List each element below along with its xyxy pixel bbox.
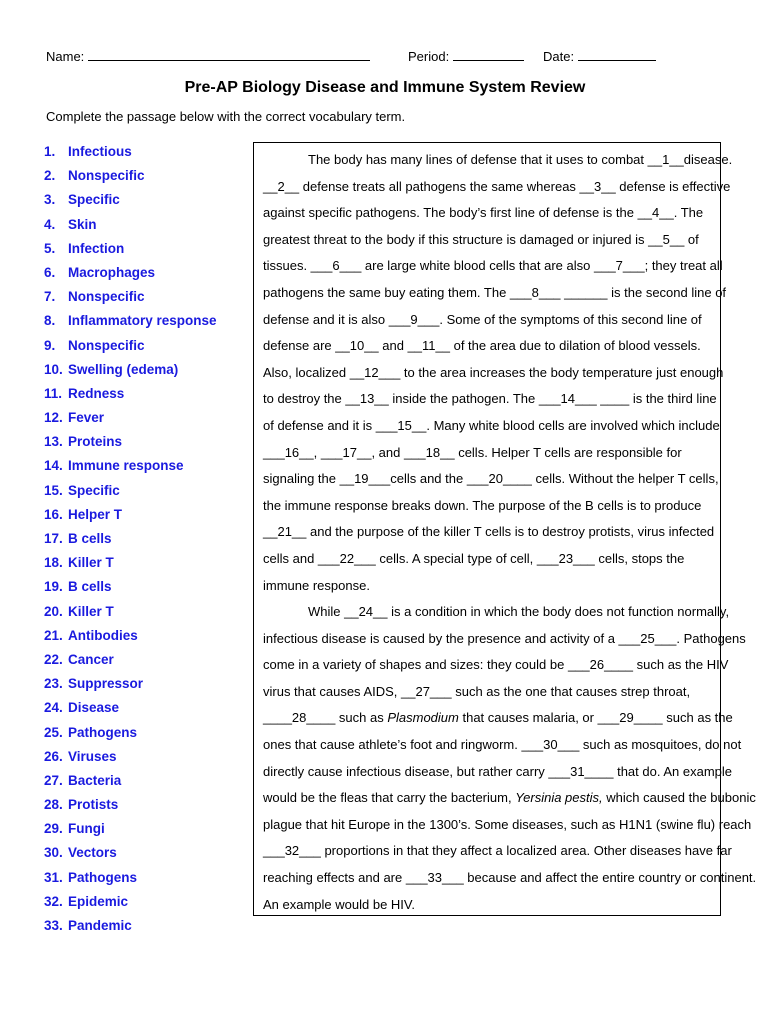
instructions-text: Complete the passage below with the correct vocabulary term. bbox=[46, 109, 406, 124]
answer-term: Pandemic bbox=[68, 918, 132, 933]
answer-number: 12. bbox=[44, 410, 63, 426]
answer-number: 26. bbox=[44, 748, 63, 764]
period-field[interactable] bbox=[408, 47, 524, 66]
passage-line: An example would be HIV. bbox=[263, 896, 416, 912]
answer-term: Redness bbox=[68, 385, 125, 401]
answer-item bbox=[44, 723, 217, 747]
answer-number: 2. bbox=[44, 168, 56, 184]
passage-line-text: ____28____ such as bbox=[263, 710, 388, 726]
answer-term: Infectious bbox=[68, 144, 132, 159]
answer-term: Macrophages bbox=[68, 264, 156, 280]
answer-term: Helper T bbox=[68, 506, 123, 522]
answer-item bbox=[44, 650, 217, 674]
passage-text bbox=[263, 147, 757, 918]
passage-line-text: which caused the bubonic bbox=[602, 790, 756, 806]
answer-item bbox=[44, 843, 217, 867]
answer-number: 15. bbox=[44, 482, 63, 498]
answer-number: 30. bbox=[44, 845, 63, 861]
answer-item bbox=[44, 311, 217, 335]
italic-term: Yersinia pestis, bbox=[515, 790, 603, 806]
answer-term: Specific bbox=[68, 482, 120, 498]
answer-number: 11. bbox=[44, 385, 63, 401]
answer-number: 20. bbox=[44, 603, 63, 619]
answer-item bbox=[44, 142, 217, 166]
passage-line: __21__ and the purpose of the killer T cells is to destroy protists, virus infected bbox=[263, 524, 715, 540]
passage-line: While __24__ is a condition in which the body does not function normally, bbox=[308, 604, 730, 620]
answer-number: 24. bbox=[44, 700, 63, 716]
answer-item bbox=[44, 795, 217, 819]
answer-number: 29. bbox=[44, 821, 63, 837]
answer-term: Disease bbox=[68, 700, 120, 716]
answer-number: 28. bbox=[44, 797, 63, 813]
answer-term: Fungi bbox=[68, 821, 105, 837]
answer-number: 10. bbox=[44, 361, 63, 377]
passage-line: greatest threat to the body if this structure is damaged or injured is __5__ of bbox=[263, 231, 699, 247]
answer-number: 17. bbox=[44, 531, 63, 546]
passage-line bbox=[263, 785, 756, 812]
passage-line: Also, localized __12___ to the area increases the body temperature just enough bbox=[263, 364, 724, 380]
answer-number: 7. bbox=[44, 289, 56, 305]
answer-number: 19. bbox=[44, 579, 63, 595]
passage-line: to destroy the __13__ inside the pathogen. The ___14___ ____ is the third line bbox=[263, 391, 717, 407]
passage-box bbox=[253, 142, 757, 916]
answer-item bbox=[44, 384, 217, 408]
name-label: Name: bbox=[46, 49, 85, 64]
answer-item bbox=[44, 336, 217, 360]
answer-number: 5. bbox=[44, 240, 56, 256]
answer-term: Immune response bbox=[68, 458, 184, 474]
passage-line: The body has many lines of defense that it uses to combat __1__disease. bbox=[308, 152, 733, 167]
answer-term: Specific bbox=[68, 192, 120, 208]
passage-line: of defense and it is ___15__. Many white blood cells are involved which include bbox=[263, 417, 720, 433]
answer-item bbox=[44, 408, 217, 432]
answer-number: 23. bbox=[44, 676, 63, 692]
answer-number: 9. bbox=[44, 337, 56, 353]
passage-line: ___16__, ___17__, and ___18__ cells. Helper T cells are responsible for bbox=[263, 444, 682, 460]
answer-term: Inflammatory response bbox=[68, 313, 217, 329]
answer-term: Pathogens bbox=[68, 869, 138, 885]
answer-term: Antibodies bbox=[68, 627, 138, 643]
passage-line: signaling the __19___cells and the ___20____ cells. Without the helper T cells, bbox=[263, 471, 719, 487]
answer-number: 31. bbox=[44, 869, 63, 885]
answer-item bbox=[44, 239, 217, 263]
answer-item bbox=[44, 868, 217, 892]
answer-item bbox=[44, 287, 217, 311]
passage-line: come in a variety of shapes and sizes: they could be ___26____ such as the HIV bbox=[263, 657, 729, 673]
answer-term: B cells bbox=[68, 579, 112, 595]
answer-term: Killer T bbox=[68, 555, 114, 571]
passage-line: reaching effects and are ___33___ because and affect the entire country or continent. bbox=[263, 870, 757, 886]
passage-line: __2__ defense treats all pathogens the same whereas __3__ defense is effective bbox=[263, 178, 731, 194]
name-field[interactable] bbox=[46, 47, 370, 66]
answer-item bbox=[44, 215, 217, 239]
answer-number: 8. bbox=[44, 313, 56, 329]
passage-line: cells and ___22___ cells. A special type of cell, ___23___ cells, stops the bbox=[263, 550, 685, 566]
answer-number: 13. bbox=[44, 434, 63, 450]
passage-line-text: would be the fleas that carry the bacterium, bbox=[263, 790, 516, 806]
name-blank-line[interactable] bbox=[88, 47, 370, 61]
answer-item bbox=[44, 747, 217, 771]
answer-item bbox=[44, 892, 217, 916]
passage-line: tissues. ___6___ are large white blood cells that are also ___7___; they treat all bbox=[263, 258, 723, 274]
answer-term: Fever bbox=[68, 410, 105, 426]
answer-item bbox=[44, 577, 217, 601]
answer-number: 18. bbox=[44, 555, 63, 571]
answer-number: 16. bbox=[44, 506, 63, 522]
answer-item bbox=[44, 481, 217, 505]
passage-line: pathogens the same buy eating them. The ___8___ ______ is the second line of bbox=[263, 284, 727, 300]
answer-item bbox=[44, 916, 217, 940]
answer-term: Nonspecific bbox=[68, 337, 145, 353]
passage-line: ones that cause athlete’s foot and ringworm. ___30___ such as mosquitoes, do not bbox=[263, 737, 742, 753]
answer-term: Skin bbox=[68, 216, 97, 232]
passage-line-text: that causes malaria, or ___29____ such as the bbox=[458, 710, 733, 726]
answer-item bbox=[44, 360, 217, 384]
passage-line bbox=[263, 705, 733, 732]
answer-number: 3. bbox=[44, 192, 56, 208]
passage-line: ___32___ proportions in that they affect a localized area. Other diseases have far bbox=[263, 843, 732, 859]
answer-item bbox=[44, 263, 217, 287]
passage-line: defense are __10__ and __11__ of the area due to dilation of blood vessels. bbox=[263, 338, 701, 354]
passage-line: infectious disease is caused by the presence and activity of a ___25___. Pathogens bbox=[263, 630, 746, 646]
answer-item bbox=[44, 456, 217, 480]
passage-line: immune response. bbox=[263, 577, 370, 593]
answer-term: Killer T bbox=[68, 603, 114, 619]
answer-item bbox=[44, 626, 217, 650]
answer-number: 6. bbox=[44, 264, 56, 280]
answer-number: 4. bbox=[44, 216, 56, 232]
answer-item bbox=[44, 698, 217, 722]
answer-item bbox=[44, 771, 217, 795]
passage-line: virus that causes AIDS, __27___ such as the one that causes strep throat, bbox=[263, 683, 691, 699]
passage-line: the immune response breaks down. The purpose of the B cells is to produce bbox=[263, 497, 702, 513]
answer-number: 27. bbox=[44, 772, 63, 788]
answer-term: Cancer bbox=[68, 651, 114, 667]
answer-number: 1. bbox=[44, 144, 56, 159]
passage-line: plague that hit Europe in the 1300’s. Some diseases, such as H1N1 (swine flu) reach bbox=[263, 816, 752, 832]
answer-number: 25. bbox=[44, 724, 63, 740]
answer-item bbox=[44, 505, 217, 529]
answer-item bbox=[44, 529, 217, 553]
answer-term: Protists bbox=[68, 797, 119, 813]
answer-item bbox=[44, 553, 217, 577]
date-label: Date: bbox=[543, 49, 575, 64]
answer-term: Epidemic bbox=[68, 893, 129, 909]
answer-number: 22. bbox=[44, 651, 63, 667]
answer-term: Suppressor bbox=[68, 676, 144, 692]
answer-term: Viruses bbox=[68, 748, 117, 764]
answer-term: Nonspecific bbox=[68, 289, 145, 305]
answer-key-list bbox=[44, 142, 217, 940]
answer-number: 33. bbox=[44, 918, 63, 933]
answer-term: Infection bbox=[68, 240, 125, 256]
answer-item bbox=[44, 602, 217, 626]
passage-line: defense and it is also ___9___. Some of the symptoms of this second line of bbox=[263, 311, 702, 327]
date-field[interactable] bbox=[543, 47, 656, 66]
page-title: Pre-AP Biology Disease and Immune System Review bbox=[184, 79, 586, 96]
answer-item bbox=[44, 432, 217, 456]
answer-item bbox=[44, 166, 217, 190]
passage-line: directly cause infectious disease, but rather carry ___31____ that do. An example bbox=[263, 763, 733, 779]
answer-item bbox=[44, 819, 217, 843]
answer-term: Swelling (edema) bbox=[68, 361, 179, 377]
answer-term: Pathogens bbox=[68, 724, 138, 740]
answer-term: Vectors bbox=[68, 845, 117, 861]
answer-item bbox=[44, 190, 217, 214]
italic-term: Plasmodium bbox=[387, 710, 459, 726]
answer-number: 14. bbox=[44, 458, 63, 474]
answer-term: B cells bbox=[68, 531, 112, 546]
period-label: Period: bbox=[408, 49, 450, 64]
answer-term: Nonspecific bbox=[68, 168, 145, 184]
answer-number: 21. bbox=[44, 627, 63, 643]
answer-number: 32. bbox=[44, 893, 63, 909]
period-blank-line[interactable] bbox=[453, 47, 524, 61]
answer-term: Bacteria bbox=[68, 772, 122, 788]
date-blank-line[interactable] bbox=[578, 47, 656, 61]
answer-term: Proteins bbox=[68, 434, 123, 450]
passage-line: against specific pathogens. The body’s first line of defense is the __4__. The bbox=[263, 205, 704, 221]
answer-item bbox=[44, 674, 217, 698]
